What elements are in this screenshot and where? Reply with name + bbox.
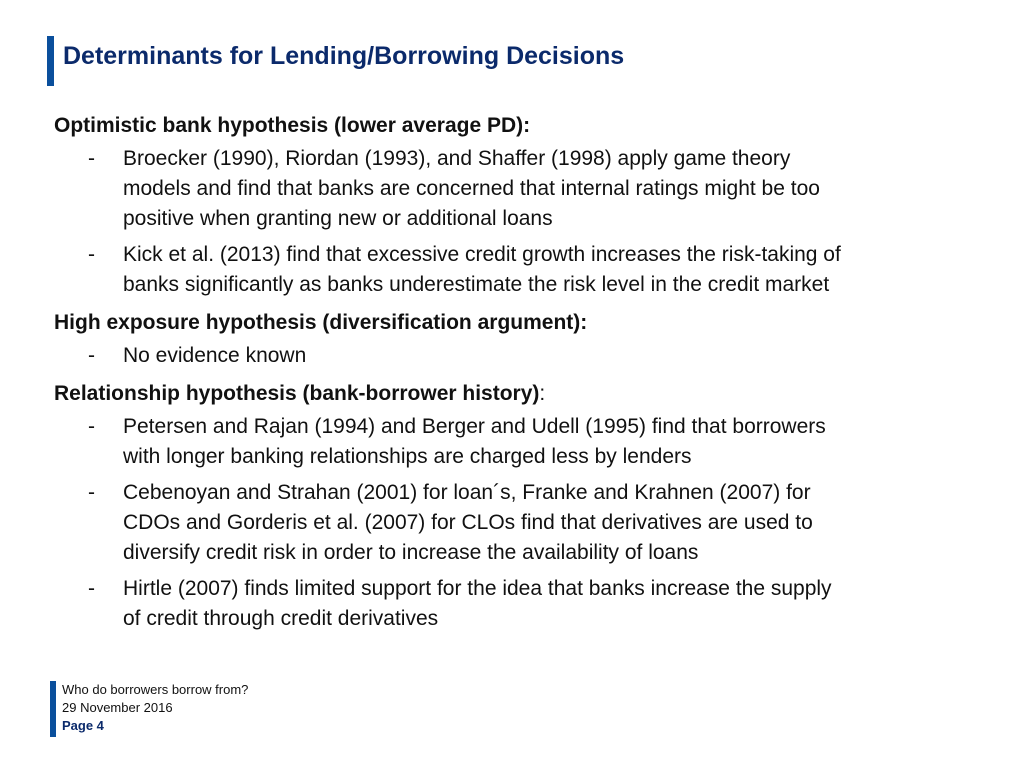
slide-body [54,110,1004,641]
dash-marker: - [88,344,95,367]
bullet-list [54,144,1004,300]
slide-footer [62,681,248,735]
bullet-list [54,412,1004,634]
footer-accent-bar [50,681,56,737]
bullet-line: Cebenoyan and Strahan (2001) for loan´s, Franke and Krahnen (2007) for [123,481,811,504]
dash-marker: - [88,577,95,600]
bullet-line: of credit through credit derivatives [123,607,439,630]
bullet-line: positive when granting new or additional loans [123,207,553,230]
footer-date: 29 November 2016 [62,700,173,715]
bullet-line: No evidence known [123,344,307,367]
dash-marker: - [88,415,95,438]
bullet-line: with longer banking relationships are charged less by lenders [123,445,692,468]
bullet-line: diversify credit risk in order to increase the availability of loans [123,541,699,564]
section-heading [54,378,1004,410]
section-heading: Optimistic bank hypothesis (lower average PD): [54,114,531,137]
bullet-list [54,341,1004,371]
bullet-line: CDOs and Gorderis et al. (2007) for CLOs find that derivatives are used to [123,511,813,534]
bullet-line: models and find that banks are concerned that internal ratings might be too [123,177,820,200]
list-item [54,478,1004,568]
dash-marker: - [88,243,95,266]
footer-subject: Who do borrowers borrow from? [62,682,249,697]
section-relationship [54,378,1004,634]
bullet-line: Petersen and Rajan (1994) and Berger and Udell (1995) find that borrowers [123,415,826,438]
slide-title: Determinants for Lending/Borrowing Decisions [63,42,625,70]
bullet-line: banks significantly as banks underestimate the risk level in the credit market [123,273,830,296]
list-item [54,240,1004,300]
list-item [54,144,1004,234]
list-item [54,574,1004,634]
list-item [54,341,1004,371]
dash-marker: - [88,147,95,170]
section-heading: High exposure hypothesis (diversification argument): [54,311,588,334]
heading-text: Relationship hypothesis (bank-borrower history) [54,382,540,405]
section-high-exposure [54,307,1004,371]
heading-colon: : [539,382,546,405]
bullet-line: Hirtle (2007) finds limited support for the idea that banks increase the supply [123,577,832,600]
page-number: Page 4 [62,718,104,733]
section-optimistic-bank [54,110,1004,300]
list-item [54,412,1004,472]
bullet-line: Kick et al. (2013) find that excessive credit growth increases the risk-taking of [123,243,841,266]
title-accent-bar [47,36,54,86]
dash-marker: - [88,481,95,504]
bullet-line: Broecker (1990), Riordan (1993), and Shaffer (1998) apply game theory [123,147,791,170]
